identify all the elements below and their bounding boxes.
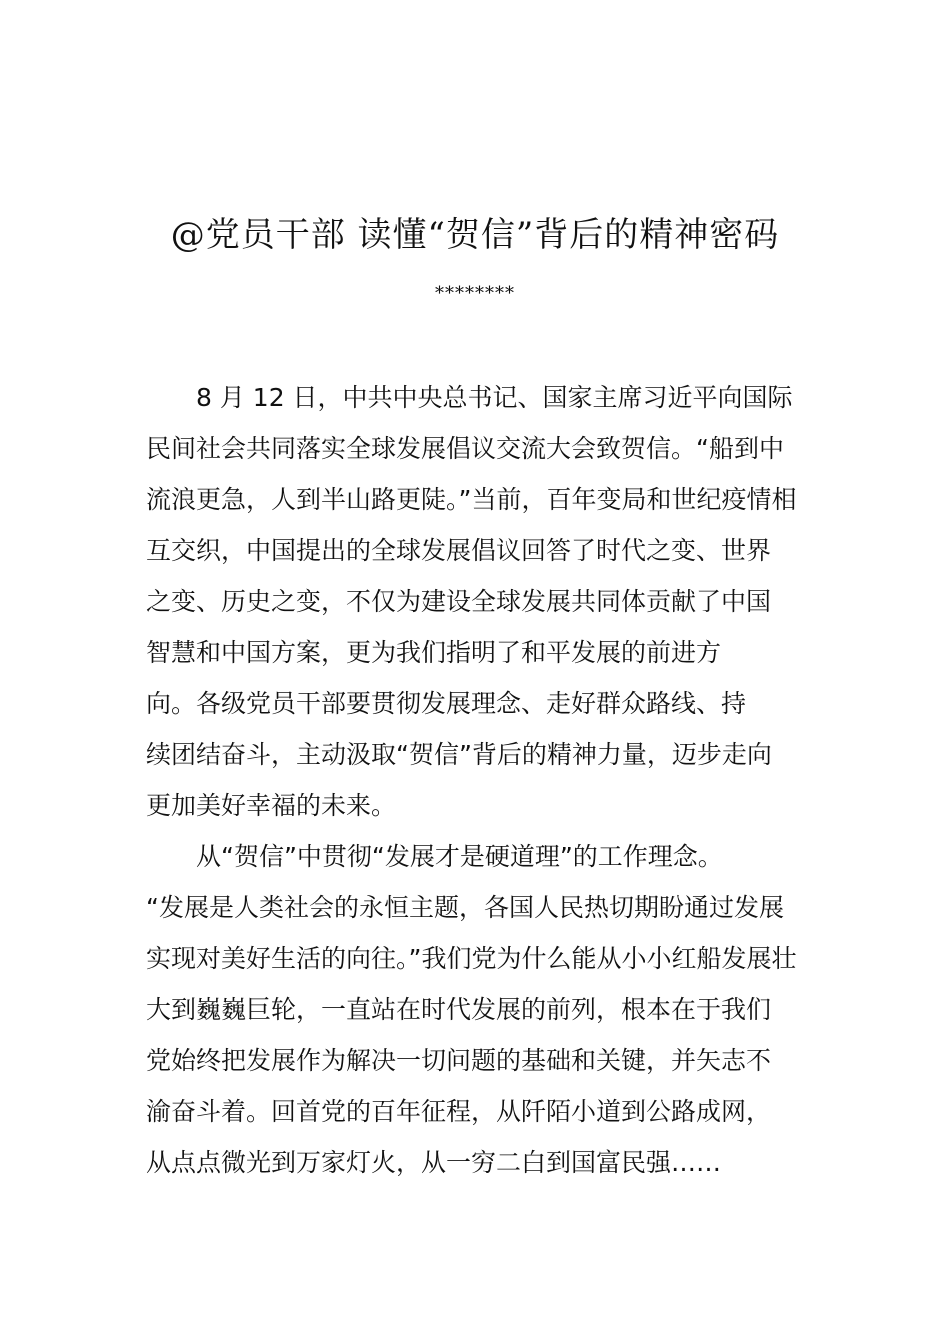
paragraph-line: 党始终把发展作为解决一切问题的基础和关键，并矢志不 [146, 1046, 772, 1075]
paragraph-line: 从点点微光到万家灯火，从一穷二白到国富民强…… [146, 1148, 722, 1177]
document-title: @党员干部 读懂“贺信”背后的精神密码 [170, 215, 780, 255]
document-body [146, 372, 798, 1188]
paragraph-line: “发展是人类社会的永恒主题，各国人民热切期盼通过发展 [146, 893, 784, 922]
paragraph-line: 互交织，中国提出的全球发展倡议回答了时代之变、世界 [146, 536, 772, 565]
paragraph-line: 智慧和中国方案，更为我们指明了和平发展的前进方 [146, 638, 722, 667]
paragraph-line: 更加美好幸福的未来。 [146, 791, 397, 820]
paragraph-1 [146, 372, 798, 831]
paragraph-line: 8 月 12 日，中共中央总书记、国家主席习近平向国际 [196, 383, 793, 412]
paragraph-line: 之变、历史之变，不仅为建设全球发展共同体贡献了中国 [146, 587, 772, 616]
paragraph-line: 民间社会共同落实全球发展倡议交流大会致贺信。“船到中 [146, 434, 784, 463]
paragraph-line: 向。各级党员干部要贯彻发展理念、走好群众路线、持 [146, 689, 747, 718]
paragraph-line: 渝奋斗着。回首党的百年征程，从阡陌小道到公路成网， [146, 1097, 772, 1126]
paragraph-line: 实现对美好生活的向往。”我们党为什么能从小小红船发展壮 [146, 944, 797, 973]
document-author: ******** [435, 283, 515, 304]
paragraph-2 [146, 831, 798, 1188]
paragraph-line: 续团结奋斗，主动汲取“贺信”背后的精神力量，迈步走向 [146, 740, 772, 769]
paragraph-line: 大到巍巍巨轮，一直站在时代发展的前列，根本在于我们 [146, 995, 772, 1024]
paragraph-line: 流浪更急，人到半山路更陡。”当前，百年变局和世纪疫情相 [146, 485, 797, 514]
paragraph-line: 从“贺信”中贯彻“发展才是硬道理”的工作理念。 [196, 842, 723, 871]
